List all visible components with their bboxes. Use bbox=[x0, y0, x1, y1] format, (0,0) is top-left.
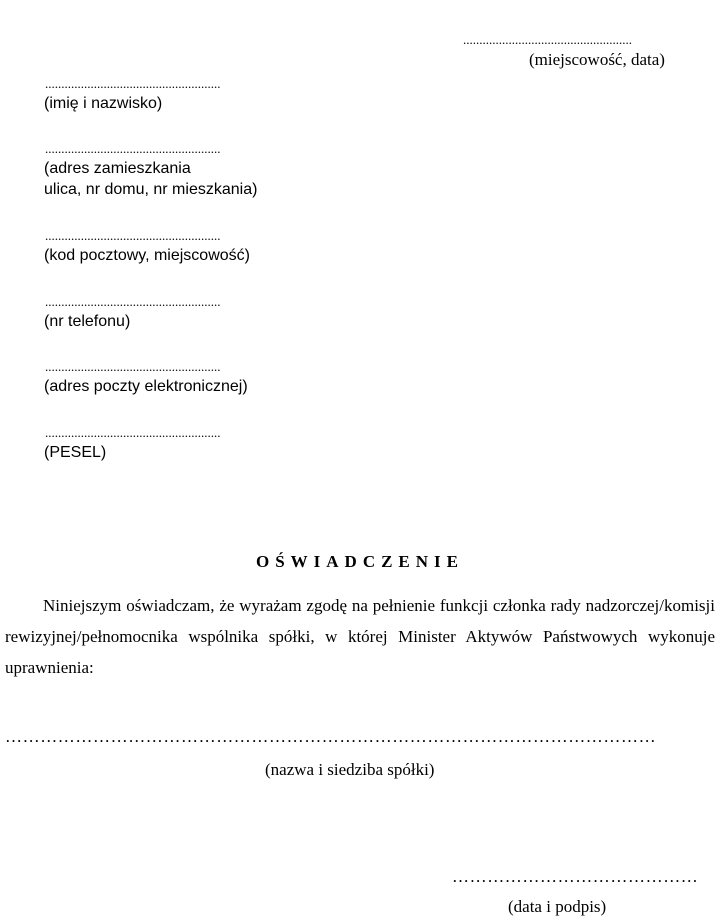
phone-label: (nr telefonu) bbox=[44, 313, 131, 330]
email-dots: ...................................................... bbox=[45, 359, 221, 374]
phone-dots: ...................................................... bbox=[45, 294, 221, 309]
name-label: (imię i nazwisko) bbox=[44, 95, 163, 112]
place-date-dots: .................................................... bbox=[463, 32, 632, 47]
pesel-dots: ...................................................... bbox=[45, 425, 221, 440]
pesel-label: (PESEL) bbox=[44, 444, 107, 461]
signature-label: (data i podpis) bbox=[508, 897, 607, 916]
address-label-line2: ulica, nr domu, nr mieszkania) bbox=[44, 181, 258, 198]
signature-dots: …………………………………… bbox=[452, 867, 699, 886]
name-dots: ...................................................... bbox=[45, 76, 221, 91]
place-date-label: (miejscowość, data) bbox=[529, 50, 665, 69]
address-label-line1: (adres zamieszkania bbox=[44, 160, 191, 177]
company-dots: ………………………………………………………………………………………………… bbox=[5, 727, 657, 746]
email-label: (adres poczty elektronicznej) bbox=[44, 378, 248, 395]
statement-title: OŚWIADCZENIE bbox=[255, 552, 465, 571]
address-dots: ...................................................... bbox=[45, 141, 221, 156]
statement-body: Niniejszym oświadczam, że wyrażam zgodę na pełnienie funkcji członka rady nadzorczej/komisji rewizyjnej/pełnomocnika wspólnika spółki, w której Minister Aktywów Państwowych wykonuje uprawnienia: bbox=[5, 596, 715, 677]
company-label: (nazwa i siedziba spółki) bbox=[265, 760, 435, 779]
postal-code-dots: ...................................................... bbox=[45, 228, 221, 243]
postal-code-label: (kod pocztowy, miejscowość) bbox=[44, 247, 250, 264]
